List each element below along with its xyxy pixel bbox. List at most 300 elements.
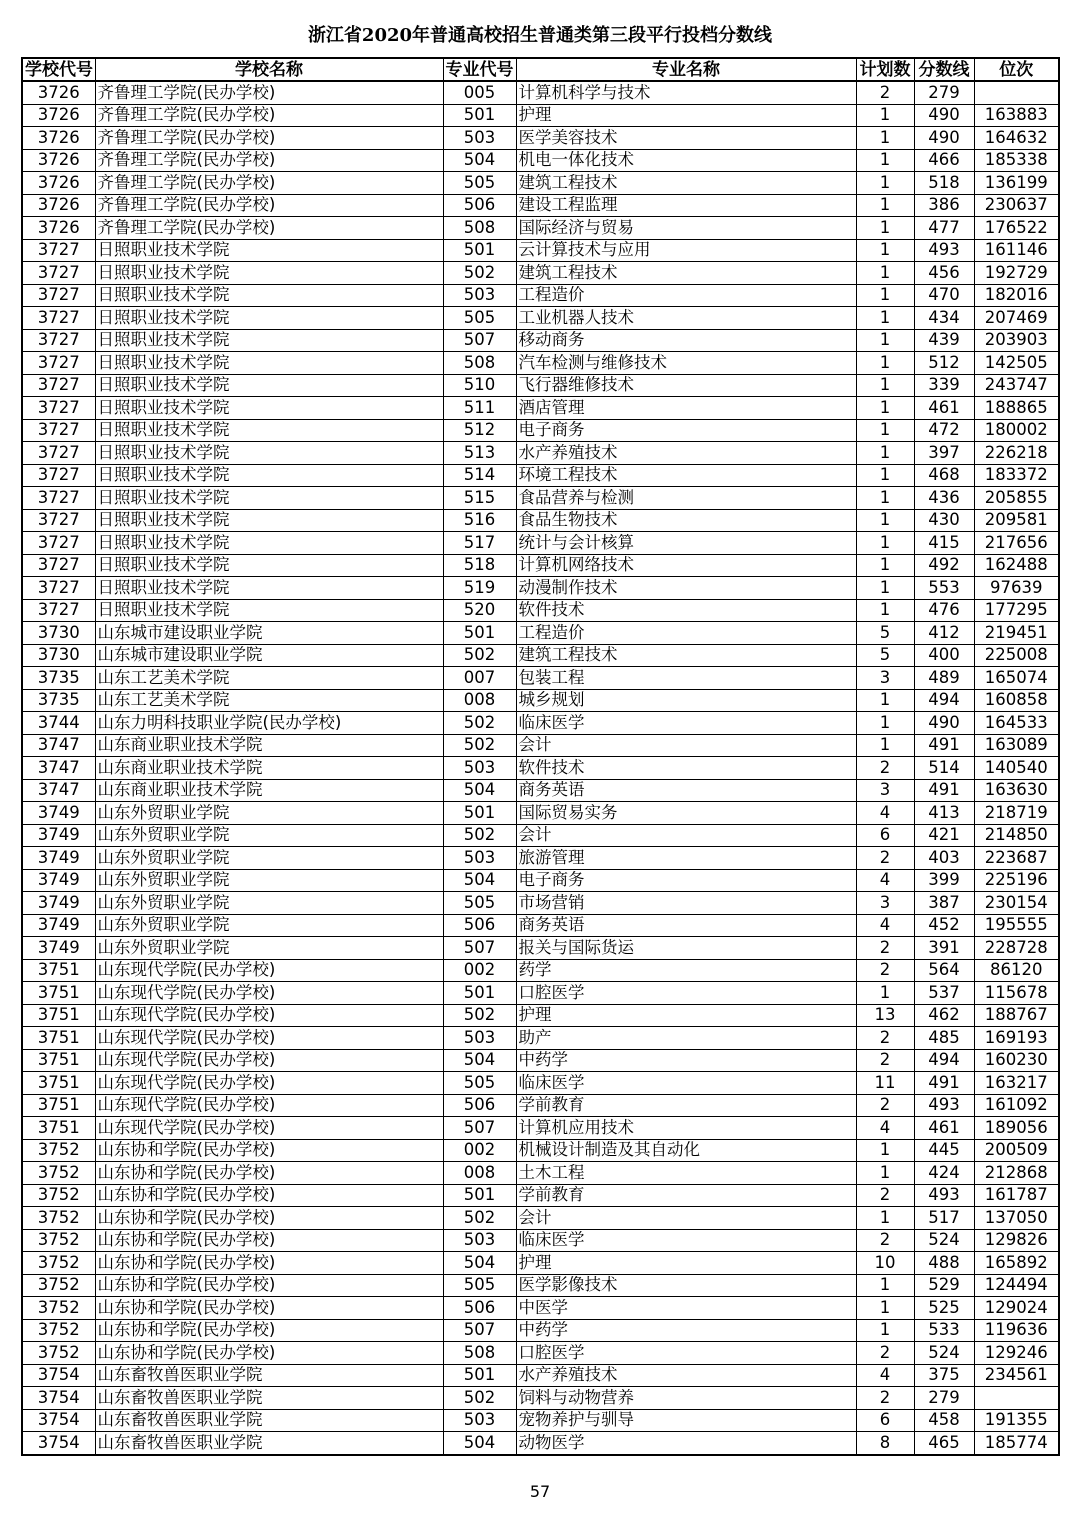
table-row: [22, 959, 1059, 982]
cell-score-line: 490: [914, 104, 974, 127]
cell-rank: 185774: [974, 1432, 1059, 1455]
cell-school-name: 山东外贸职业学院: [95, 802, 443, 825]
cell-plan-count: 1: [856, 194, 914, 217]
cell-rank: 165074: [974, 667, 1059, 690]
cell-school-name: 山东现代学院(民办学校): [95, 982, 443, 1005]
cell-score-line: 413: [914, 802, 974, 825]
cell-major-code: 008: [443, 1162, 516, 1185]
cell-major-name: 移动商务: [516, 329, 856, 352]
cell-plan-count: 3: [856, 892, 914, 915]
cell-major-code: 505: [443, 307, 516, 330]
cell-major-code: 520: [443, 599, 516, 622]
cell-school-code: 3726: [22, 217, 95, 240]
cell-school-name: 山东外贸职业学院: [95, 869, 443, 892]
cell-major-name: 机械设计制造及其自动化: [516, 1139, 856, 1162]
cell-plan-count: 1: [856, 734, 914, 757]
cell-rank: 205855: [974, 487, 1059, 510]
table-row: [22, 1207, 1059, 1230]
cell-major-code: 516: [443, 509, 516, 532]
cell-school-name: 山东外贸职业学院: [95, 914, 443, 937]
cell-school-name: 齐鲁理工学院(民办学校): [95, 127, 443, 150]
cell-major-name: 学前教育: [516, 1094, 856, 1117]
cell-major-name: 统计与会计核算: [516, 532, 856, 555]
cell-school-code: 3726: [22, 172, 95, 195]
cell-rank: 225008: [974, 644, 1059, 667]
cell-score-line: 470: [914, 284, 974, 307]
table-row: [22, 194, 1059, 217]
cell-school-name: 山东现代学院(民办学校): [95, 1004, 443, 1027]
cell-score-line: 461: [914, 1117, 974, 1140]
cell-school-code: 3727: [22, 509, 95, 532]
cell-rank: 129826: [974, 1229, 1059, 1252]
header-score-line: 分数线: [914, 58, 974, 81]
cell-school-name: 山东外贸职业学院: [95, 824, 443, 847]
cell-score-line: 279: [914, 1387, 974, 1410]
header-school-name: 学校名称: [95, 58, 443, 81]
cell-major-name: 临床医学: [516, 1229, 856, 1252]
table-row: [22, 689, 1059, 712]
cell-plan-count: 1: [856, 1207, 914, 1230]
table-row: [22, 1094, 1059, 1117]
cell-rank: 129246: [974, 1342, 1059, 1365]
cell-school-code: 3730: [22, 644, 95, 667]
cell-school-name: 山东协和学院(民办学校): [95, 1184, 443, 1207]
cell-school-code: 3744: [22, 712, 95, 735]
cell-school-code: 3726: [22, 104, 95, 127]
cell-school-name: 山东畜牧兽医职业学院: [95, 1432, 443, 1455]
cell-school-code: 3749: [22, 802, 95, 825]
cell-rank: 200509: [974, 1139, 1059, 1162]
cell-school-code: 3751: [22, 1027, 95, 1050]
cell-rank: 219451: [974, 622, 1059, 645]
cell-plan-count: 1: [856, 487, 914, 510]
cell-score-line: 468: [914, 464, 974, 487]
cell-school-code: 3727: [22, 284, 95, 307]
cell-school-code: 3751: [22, 1004, 95, 1027]
score-table: [21, 57, 1060, 1456]
header-major-name: 专业名称: [516, 58, 856, 81]
cell-major-code: 504: [443, 149, 516, 172]
cell-major-code: 503: [443, 284, 516, 307]
cell-rank: 195555: [974, 914, 1059, 937]
cell-score-line: 493: [914, 1094, 974, 1117]
cell-school-code: 3747: [22, 779, 95, 802]
table-row: [22, 1342, 1059, 1365]
cell-major-name: 软件技术: [516, 599, 856, 622]
cell-major-name: 工程造价: [516, 284, 856, 307]
cell-rank: 188865: [974, 397, 1059, 420]
cell-score-line: 456: [914, 262, 974, 285]
cell-school-code: 3726: [22, 149, 95, 172]
cell-school-code: 3752: [22, 1342, 95, 1365]
cell-major-code: 505: [443, 172, 516, 195]
header-school-code: 学校代号: [22, 58, 95, 81]
cell-rank: 164632: [974, 127, 1059, 150]
table-row: [22, 1297, 1059, 1320]
cell-school-code: 3751: [22, 1049, 95, 1072]
cell-school-name: 山东外贸职业学院: [95, 892, 443, 915]
cell-school-code: 3727: [22, 442, 95, 465]
cell-major-code: 515: [443, 487, 516, 510]
cell-major-code: 507: [443, 329, 516, 352]
cell-rank: 218719: [974, 802, 1059, 825]
cell-score-line: 524: [914, 1342, 974, 1365]
table-row: [22, 1049, 1059, 1072]
cell-score-line: 339: [914, 374, 974, 397]
cell-school-code: 3727: [22, 307, 95, 330]
table-body: [22, 81, 1059, 1455]
cell-rank: 161146: [974, 239, 1059, 262]
cell-score-line: 387: [914, 892, 974, 915]
cell-school-name: 山东协和学院(民办学校): [95, 1162, 443, 1185]
cell-major-code: 517: [443, 532, 516, 555]
cell-plan-count: 1: [856, 217, 914, 240]
cell-score-line: 493: [914, 239, 974, 262]
cell-school-name: 山东协和学院(民办学校): [95, 1207, 443, 1230]
table-row: [22, 577, 1059, 600]
cell-plan-count: 10: [856, 1252, 914, 1275]
cell-school-name: 齐鲁理工学院(民办学校): [95, 104, 443, 127]
table-row: [22, 734, 1059, 757]
cell-plan-count: 1: [856, 329, 914, 352]
cell-major-name: 旅游管理: [516, 847, 856, 870]
cell-school-name: 山东协和学院(民办学校): [95, 1274, 443, 1297]
cell-major-code: 002: [443, 959, 516, 982]
cell-school-code: 3749: [22, 937, 95, 960]
cell-score-line: 517: [914, 1207, 974, 1230]
cell-major-code: 504: [443, 1252, 516, 1275]
table-row: [22, 487, 1059, 510]
cell-school-code: 3727: [22, 329, 95, 352]
table-row: [22, 419, 1059, 442]
cell-major-name: 动漫制作技术: [516, 577, 856, 600]
cell-plan-count: 4: [856, 802, 914, 825]
cell-school-code: 3754: [22, 1432, 95, 1455]
cell-school-code: 3727: [22, 577, 95, 600]
cell-rank: 243747: [974, 374, 1059, 397]
cell-plan-count: 1: [856, 689, 914, 712]
cell-school-name: 日照职业技术学院: [95, 532, 443, 555]
cell-rank: 163630: [974, 779, 1059, 802]
cell-major-code: 504: [443, 1432, 516, 1455]
cell-school-name: 山东协和学院(民办学校): [95, 1319, 443, 1342]
table-row: [22, 599, 1059, 622]
cell-major-code: 502: [443, 644, 516, 667]
cell-school-code: 3751: [22, 1072, 95, 1095]
cell-major-name: 市场营销: [516, 892, 856, 915]
cell-score-line: 494: [914, 1049, 974, 1072]
cell-plan-count: 1: [856, 532, 914, 555]
page-number: 57: [529, 1482, 551, 1501]
cell-school-code: 3754: [22, 1364, 95, 1387]
cell-school-name: 山东现代学院(民办学校): [95, 1117, 443, 1140]
cell-school-code: 3727: [22, 599, 95, 622]
cell-score-line: 492: [914, 554, 974, 577]
header-major-code: 专业代号: [443, 58, 516, 81]
cell-plan-count: 1: [856, 239, 914, 262]
cell-plan-count: 2: [856, 1184, 914, 1207]
cell-score-line: 386: [914, 194, 974, 217]
cell-major-name: 国际贸易实务: [516, 802, 856, 825]
cell-score-line: 430: [914, 509, 974, 532]
cell-school-code: 3752: [22, 1229, 95, 1252]
cell-school-name: 日照职业技术学院: [95, 307, 443, 330]
cell-score-line: 452: [914, 914, 974, 937]
cell-major-name: 会计: [516, 1207, 856, 1230]
cell-major-code: 007: [443, 667, 516, 690]
cell-major-code: 005: [443, 81, 516, 104]
cell-major-code: 506: [443, 914, 516, 937]
cell-major-name: 云计算技术与应用: [516, 239, 856, 262]
cell-school-code: 3727: [22, 352, 95, 375]
cell-school-name: 日照职业技术学院: [95, 239, 443, 262]
cell-score-line: 524: [914, 1229, 974, 1252]
cell-school-code: 3752: [22, 1319, 95, 1342]
cell-rank: 225196: [974, 869, 1059, 892]
cell-score-line: 491: [914, 779, 974, 802]
cell-major-name: 酒店管理: [516, 397, 856, 420]
cell-rank: 142505: [974, 352, 1059, 375]
cell-school-name: 日照职业技术学院: [95, 329, 443, 352]
cell-rank: 185338: [974, 149, 1059, 172]
cell-school-name: 山东畜牧兽医职业学院: [95, 1409, 443, 1432]
cell-school-name: 日照职业技术学院: [95, 487, 443, 510]
cell-school-name: 山东力明科技职业学院(民办学校): [95, 712, 443, 735]
cell-school-name: 齐鲁理工学院(民办学校): [95, 217, 443, 240]
cell-school-code: 3727: [22, 554, 95, 577]
table-row: [22, 1387, 1059, 1410]
table-row: [22, 239, 1059, 262]
cell-school-name: 日照职业技术学院: [95, 599, 443, 622]
cell-school-code: 3752: [22, 1297, 95, 1320]
cell-school-code: 3751: [22, 982, 95, 1005]
cell-major-code: 501: [443, 104, 516, 127]
cell-plan-count: 5: [856, 644, 914, 667]
cell-major-name: 计算机科学与技术: [516, 81, 856, 104]
cell-major-code: 508: [443, 352, 516, 375]
cell-rank: 119636: [974, 1319, 1059, 1342]
cell-score-line: 525: [914, 1297, 974, 1320]
table-row: [22, 1072, 1059, 1095]
cell-score-line: 476: [914, 599, 974, 622]
cell-plan-count: 3: [856, 779, 914, 802]
cell-rank: 161787: [974, 1184, 1059, 1207]
cell-major-code: 519: [443, 577, 516, 600]
cell-major-name: 水产养殖技术: [516, 1364, 856, 1387]
table-row: [22, 104, 1059, 127]
cell-plan-count: 1: [856, 982, 914, 1005]
cell-school-name: 山东现代学院(民办学校): [95, 959, 443, 982]
cell-school-name: 山东外贸职业学院: [95, 847, 443, 870]
cell-plan-count: 1: [856, 1297, 914, 1320]
cell-plan-count: 2: [856, 1049, 914, 1072]
cell-school-name: 山东商业职业技术学院: [95, 734, 443, 757]
cell-major-name: 医学美容技术: [516, 127, 856, 150]
cell-major-code: 505: [443, 1072, 516, 1095]
cell-major-name: 机电一体化技术: [516, 149, 856, 172]
cell-school-code: 3735: [22, 667, 95, 690]
cell-major-name: 土木工程: [516, 1162, 856, 1185]
cell-major-name: 学前教育: [516, 1184, 856, 1207]
cell-major-code: 502: [443, 712, 516, 735]
cell-score-line: 400: [914, 644, 974, 667]
cell-school-name: 日照职业技术学院: [95, 352, 443, 375]
cell-major-name: 软件技术: [516, 757, 856, 780]
cell-major-code: 008: [443, 689, 516, 712]
table-row: [22, 1004, 1059, 1027]
cell-plan-count: 1: [856, 307, 914, 330]
cell-major-name: 会计: [516, 734, 856, 757]
cell-plan-count: 1: [856, 509, 914, 532]
cell-major-code: 501: [443, 982, 516, 1005]
cell-school-name: 齐鲁理工学院(民办学校): [95, 172, 443, 195]
cell-rank: 162488: [974, 554, 1059, 577]
cell-school-name: 山东协和学院(民办学校): [95, 1297, 443, 1320]
cell-major-code: 503: [443, 757, 516, 780]
cell-rank: 207469: [974, 307, 1059, 330]
header-rank: 位次: [974, 58, 1059, 81]
cell-plan-count: 4: [856, 1364, 914, 1387]
cell-plan-count: 2: [856, 757, 914, 780]
cell-score-line: 494: [914, 689, 974, 712]
cell-major-name: 工程造价: [516, 622, 856, 645]
cell-major-name: 城乡规划: [516, 689, 856, 712]
cell-major-name: 口腔医学: [516, 982, 856, 1005]
table-row: [22, 554, 1059, 577]
cell-rank: 223687: [974, 847, 1059, 870]
cell-school-name: 日照职业技术学院: [95, 577, 443, 600]
cell-rank: [974, 1387, 1059, 1410]
cell-school-code: 3727: [22, 262, 95, 285]
cell-major-name: 商务英语: [516, 779, 856, 802]
cell-rank: 192729: [974, 262, 1059, 285]
cell-rank: 212868: [974, 1162, 1059, 1185]
cell-score-line: 485: [914, 1027, 974, 1050]
cell-plan-count: 13: [856, 1004, 914, 1027]
cell-major-code: 508: [443, 217, 516, 240]
header-plan-count: 计划数: [856, 58, 914, 81]
cell-major-name: 助产: [516, 1027, 856, 1050]
table-row: [22, 644, 1059, 667]
cell-rank: 230637: [974, 194, 1059, 217]
cell-school-code: 3751: [22, 1117, 95, 1140]
cell-plan-count: 1: [856, 284, 914, 307]
cell-score-line: 518: [914, 172, 974, 195]
cell-rank: 163089: [974, 734, 1059, 757]
cell-plan-count: 1: [856, 464, 914, 487]
cell-plan-count: 2: [856, 937, 914, 960]
cell-plan-count: 1: [856, 554, 914, 577]
cell-plan-count: 1: [856, 712, 914, 735]
table-row: [22, 937, 1059, 960]
cell-plan-count: 2: [856, 1229, 914, 1252]
cell-score-line: 415: [914, 532, 974, 555]
cell-rank: 97639: [974, 577, 1059, 600]
page-title: 浙江省2020年普通高校招生普通类第三段平行投档分数线: [307, 25, 773, 46]
cell-rank: 188767: [974, 1004, 1059, 1027]
table-row: [22, 869, 1059, 892]
cell-rank: [974, 81, 1059, 104]
cell-rank: 161092: [974, 1094, 1059, 1117]
cell-score-line: 491: [914, 734, 974, 757]
cell-score-line: 412: [914, 622, 974, 645]
table-row: [22, 892, 1059, 915]
cell-school-name: 山东商业职业技术学院: [95, 757, 443, 780]
cell-plan-count: 1: [856, 1139, 914, 1162]
cell-school-name: 日照职业技术学院: [95, 397, 443, 420]
cell-score-line: 375: [914, 1364, 974, 1387]
cell-school-code: 3752: [22, 1139, 95, 1162]
cell-rank: 191355: [974, 1409, 1059, 1432]
cell-major-code: 507: [443, 1117, 516, 1140]
cell-school-name: 齐鲁理工学院(民办学校): [95, 194, 443, 217]
cell-major-name: 国际经济与贸易: [516, 217, 856, 240]
cell-major-name: 电子商务: [516, 869, 856, 892]
cell-score-line: 529: [914, 1274, 974, 1297]
cell-score-line: 537: [914, 982, 974, 1005]
cell-plan-count: 2: [856, 959, 914, 982]
cell-major-name: 报关与国际货运: [516, 937, 856, 960]
table-row: [22, 1229, 1059, 1252]
table-row: [22, 757, 1059, 780]
cell-plan-count: 6: [856, 824, 914, 847]
cell-major-name: 药学: [516, 959, 856, 982]
cell-school-name: 山东畜牧兽医职业学院: [95, 1387, 443, 1410]
cell-school-code: 3730: [22, 622, 95, 645]
cell-school-name: 日照职业技术学院: [95, 419, 443, 442]
cell-plan-count: 5: [856, 622, 914, 645]
cell-plan-count: 1: [856, 1274, 914, 1297]
cell-major-name: 电子商务: [516, 419, 856, 442]
cell-school-code: 3727: [22, 532, 95, 555]
table-header-row: [22, 58, 1059, 81]
cell-score-line: 445: [914, 1139, 974, 1162]
cell-school-name: 山东现代学院(民办学校): [95, 1049, 443, 1072]
cell-score-line: 514: [914, 757, 974, 780]
cell-school-code: 3749: [22, 847, 95, 870]
cell-school-name: 山东现代学院(民办学校): [95, 1027, 443, 1050]
cell-major-code: 501: [443, 239, 516, 262]
cell-major-code: 501: [443, 1184, 516, 1207]
cell-school-code: 3727: [22, 419, 95, 442]
cell-plan-count: 2: [856, 1027, 914, 1050]
cell-school-code: 3749: [22, 914, 95, 937]
cell-plan-count: 4: [856, 869, 914, 892]
table-row: [22, 824, 1059, 847]
cell-major-name: 临床医学: [516, 712, 856, 735]
cell-score-line: 489: [914, 667, 974, 690]
table-row: [22, 1162, 1059, 1185]
table-row: [22, 1432, 1059, 1455]
cell-score-line: 553: [914, 577, 974, 600]
cell-school-name: 日照职业技术学院: [95, 554, 443, 577]
cell-major-code: 508: [443, 1342, 516, 1365]
cell-school-code: 3726: [22, 127, 95, 150]
cell-plan-count: 1: [856, 599, 914, 622]
cell-score-line: 458: [914, 1409, 974, 1432]
cell-major-code: 501: [443, 1364, 516, 1387]
table-row: [22, 1274, 1059, 1297]
cell-rank: 182016: [974, 284, 1059, 307]
cell-school-name: 山东畜牧兽医职业学院: [95, 1364, 443, 1387]
cell-school-code: 3735: [22, 689, 95, 712]
cell-major-code: 511: [443, 397, 516, 420]
table-row: [22, 442, 1059, 465]
cell-score-line: 465: [914, 1432, 974, 1455]
cell-plan-count: 2: [856, 1387, 914, 1410]
cell-major-code: 504: [443, 1049, 516, 1072]
cell-school-name: 山东商业职业技术学院: [95, 779, 443, 802]
